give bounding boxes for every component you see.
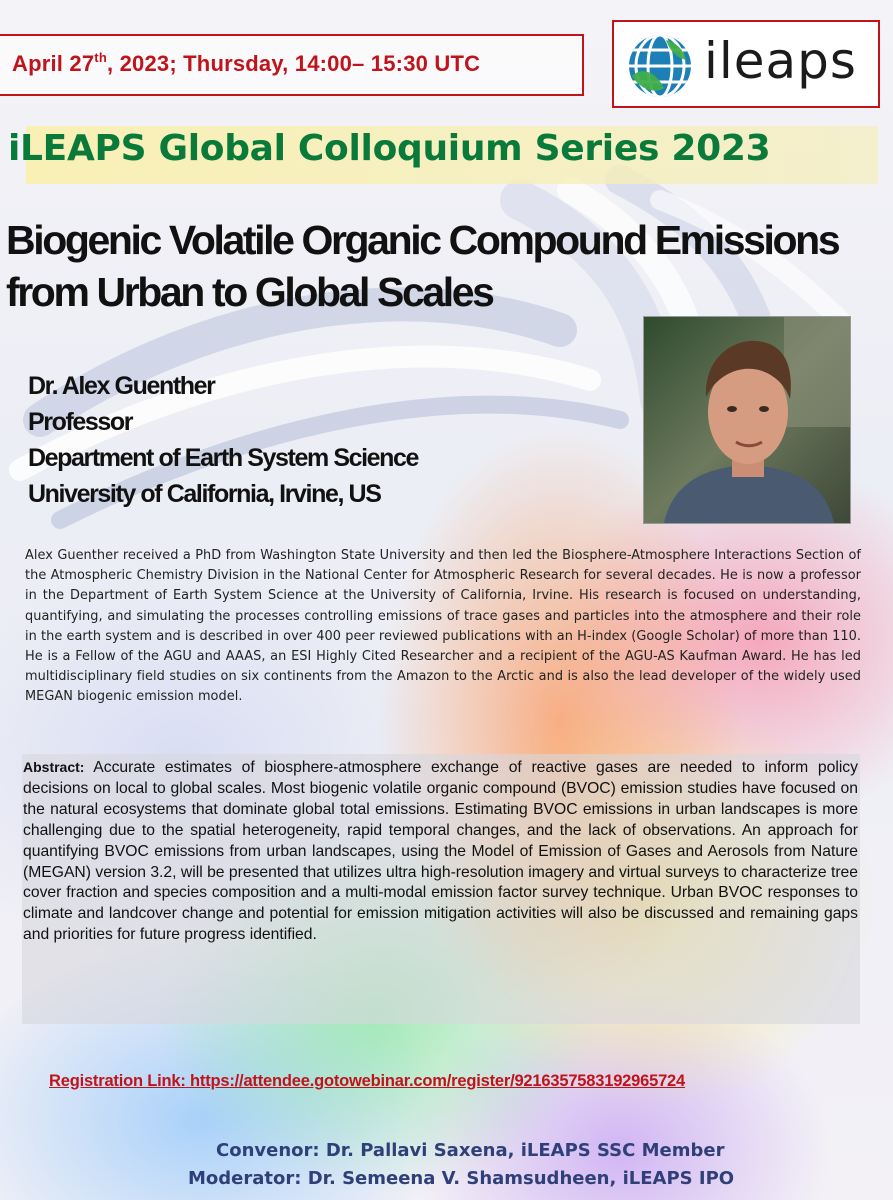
globe-icon [626,32,694,100]
abstract-label: Abstract: [23,759,85,775]
speaker-position: Professor [28,408,133,436]
registration-label: Registration Link: [49,1072,186,1090]
ileaps-logo [612,20,880,108]
abstract-text: Accurate estimates of biosphere-atmosphere exchange of reactive gases are needed to inform policy decisions on local to global scales. Most biogenic volatile organic compound (BVOC) emission studies have focused on the natural ecosystems that dominate global total emissions. Estimating BVOC emissions in urban landscapes is more challenging due to the spatial heterogeneity, rapid temporal changes, and the lack of observations. An approach for quantifying BVOC emissions from urban landscapes, using the Model of Emission of Gases and Aerosols from Nature (MEGAN) version 3.2, will be presented that utilizes ultra high-resolution imagery and virtual surveys to characterize tree cover fraction and species composition and a multi-modal emission factor survey technique. Urban BVOC responses to climate and landcover change and potential for emission mitigation activities will also be discussed and remaining gaps and priorities for future progress identified. [23,759,858,944]
registration-url[interactable]: https://attendee.gotowebinar.com/register/9216357583192965724 [185,1072,686,1090]
event-date-time: April 27th, 2023; Thursday, 14:00– 15:30 UTC [12,50,481,76]
speaker-name: Dr. Alex Guenther [28,372,215,400]
abstract [23,757,858,946]
registration-link[interactable] [49,1072,685,1091]
speaker-bio: Alex Guenther received a PhD from Washington State University and then led the Biosphere-Atmosphere Interactions Section of the Atmospheric Chemistry Division in the National Center for Atmospheric Research for several decades. He is now a professor in the Department of Earth System Science at the University of California, Irvine. His research is focused on understanding, quantifying, and simulating the processes controlling emissions of trace gases and particles into the atmosphere and their role in the earth system and is described in over 400 peer reviewed publications with an H-index (Google Scholar) of more than 110. He is a Fellow of the AGU and AAAS, an ESI Highly Cited Researcher and a recipient of the AGU-AS Kaufman Award. He has led multidisciplinary field studies on six continents from the Amazon to the Arctic and is also the lead developer of the widely used MEGAN biogenic emission model. [25,548,861,705]
speaker-photo [643,316,851,524]
speaker-info [28,368,588,512]
series-title: iLEAPS Global Colloquium Series 2023 [8,128,771,169]
talk-title: Biogenic Volatile Organic Compound Emissions from Urban to Global Scales [6,217,839,315]
speaker-department: Department of Earth System Science [28,444,419,472]
speaker-institution: University of California, Irvine, US [28,480,381,508]
logo-wordmark: ileaps [704,32,857,90]
convenor: Convenor: Dr. Pallavi Saxena, iLEAPS SSC Member [216,1140,725,1161]
moderator: Moderator: Dr. Semeena V. Shamsudheen, iLEAPS IPO [188,1168,735,1189]
